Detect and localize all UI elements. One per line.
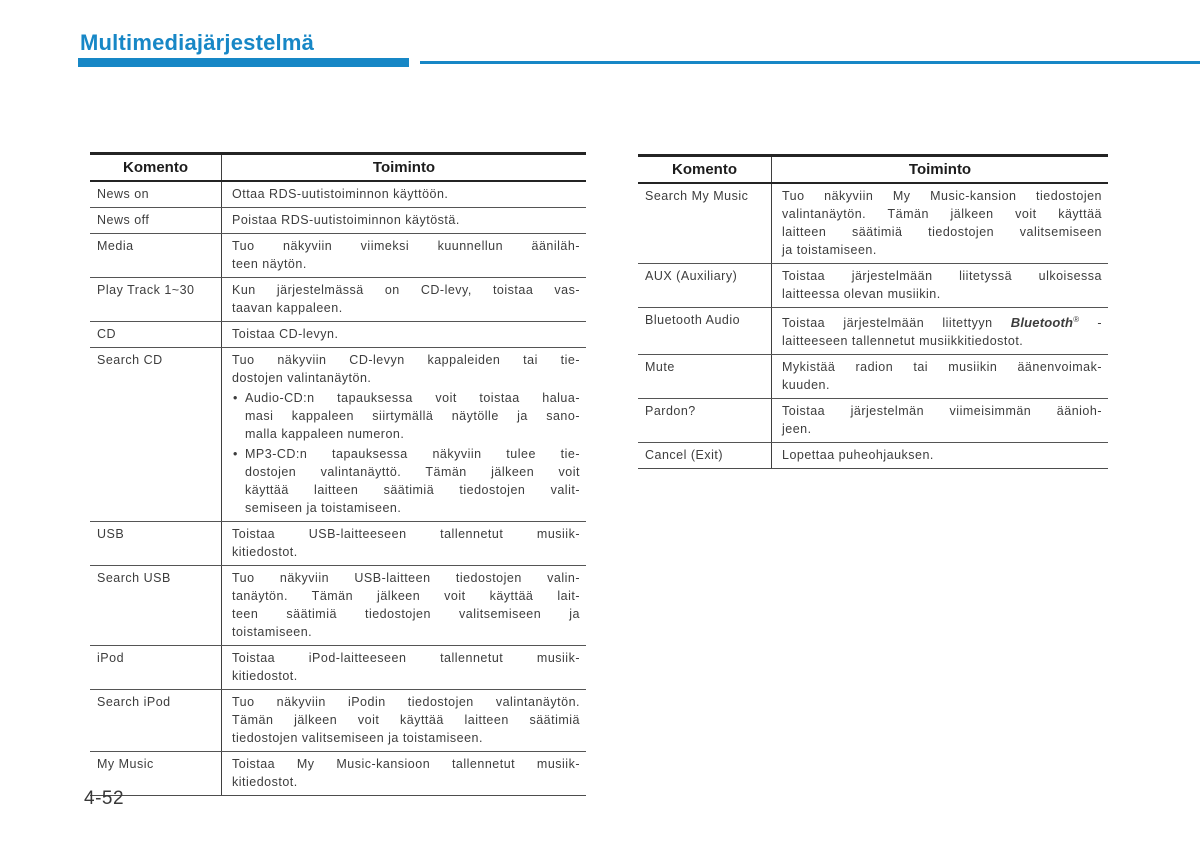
table-row — [90, 521, 586, 565]
text-line: Audio-CD:n tapauksessa voit toistaa halua- — [245, 391, 580, 405]
paragraph — [782, 358, 1102, 394]
text-line: semiseen ja toistamiseen. — [245, 501, 402, 515]
text-line: Tuo näkyviin USB-laitteen tiedostojen valin- — [232, 571, 580, 585]
column-header-toiminto: Toiminto — [372, 159, 436, 176]
table-header-row — [90, 155, 586, 182]
table-row — [638, 184, 1108, 263]
paragraph — [232, 185, 580, 203]
action-cell — [772, 264, 1108, 307]
action-cell — [222, 690, 586, 751]
action-cell — [222, 278, 586, 321]
text-line: Ottaa RDS-uutistoiminnon käyttöön. — [232, 187, 449, 201]
registered-trademark-symbol: ® — [1073, 315, 1080, 324]
command-cell: Media — [90, 234, 222, 277]
text-line: käyttää laitteen säätimiä tiedostojen valit- — [245, 483, 580, 497]
bullet-icon: • — [233, 391, 238, 405]
action-cell — [222, 566, 586, 645]
text-line: malla kappaleen numeron. — [245, 427, 405, 441]
table-row — [90, 207, 586, 233]
table-row — [90, 233, 586, 277]
action-cell — [222, 752, 586, 795]
paragraph — [232, 525, 580, 561]
text-line: Mykistää radion tai musiikin äänenvoimak- — [782, 360, 1102, 375]
text-line: taavan kappaleen. — [232, 301, 343, 315]
voice-command-table-left — [90, 152, 586, 796]
text-line: Toistaa järjestelmän viimeisimmän äänioh- — [782, 404, 1102, 419]
table-row — [638, 263, 1108, 307]
table-row — [90, 347, 586, 521]
action-cell — [772, 308, 1108, 354]
text-line: Tämän jälkeen voit käyttää laitteen säätimiä — [232, 713, 580, 727]
paragraph — [232, 281, 580, 317]
text-line: Toistaa My Music-kansioon tallennetut musiik- — [232, 757, 580, 771]
text-line: ja toistamiseen. — [782, 243, 877, 257]
page-number: 4-52 — [84, 788, 125, 809]
paragraph — [782, 267, 1102, 303]
page-title: Multimediajärjestelmä — [80, 30, 315, 55]
title-underline-rule — [420, 61, 1200, 64]
text-line: jeen. — [782, 422, 812, 437]
text-line: Tuo näkyviin iPodin tiedostojen valintanäytön. — [232, 695, 580, 709]
table-row — [638, 354, 1108, 398]
column-header-toiminto: Toiminto — [908, 161, 972, 178]
action-cell — [222, 234, 586, 277]
command-cell: Search iPod — [90, 690, 222, 751]
text-line: Tuo näkyviin CD-levyn kappaleiden tai tie- — [232, 353, 580, 367]
command-cell: Cancel (Exit) — [638, 443, 772, 468]
paragraph — [232, 649, 580, 685]
text-line: kuuden. — [782, 378, 830, 393]
text-line: masi kappaleen siirtymällä näytölle ja sano- — [245, 409, 580, 423]
paragraph — [232, 693, 580, 747]
table-row — [638, 442, 1108, 468]
paragraph — [232, 755, 580, 791]
text-line: Poistaa RDS-uutistoiminnon käytöstä. — [232, 213, 460, 227]
text-line: laitteeseen tallennetut musiikkitiedostot. — [782, 334, 1024, 349]
paragraph — [232, 569, 580, 641]
paragraph — [232, 351, 580, 387]
voice-command-table-right — [638, 154, 1108, 469]
text-line: tanäytön. Tämän jälkeen voit käyttää lait- — [232, 589, 580, 603]
text-line: Tuo näkyviin viimeksi kuunnellun ääniläh- — [232, 239, 580, 253]
text-line: kitiedostot. — [232, 775, 298, 789]
text-line: Toistaa iPod-laitteeseen tallennetut musiik- — [232, 651, 580, 665]
text-line: Tuo näkyviin My Music-kansion tiedostojen — [782, 189, 1102, 203]
paragraph — [782, 446, 1102, 464]
text-line: Toistaa CD-levyn. — [232, 327, 339, 341]
text-line: kitiedostot. — [232, 545, 298, 559]
text-line: laitteessa olevan musiikin. — [782, 287, 941, 301]
column-header-komento: Komento — [638, 157, 772, 182]
title-underline-bar — [78, 58, 409, 67]
action-cell — [772, 399, 1108, 442]
table-row — [90, 689, 586, 751]
action-cell — [222, 322, 586, 347]
action-cell — [222, 646, 586, 689]
action-cell — [772, 355, 1108, 398]
table-body — [638, 184, 1108, 468]
table-row — [90, 565, 586, 645]
paragraph — [782, 311, 1102, 350]
text-line: kitiedostot. — [232, 669, 298, 683]
command-cell: CD — [90, 322, 222, 347]
table-row — [90, 751, 586, 795]
command-cell: News on — [90, 182, 222, 207]
table-row — [90, 182, 586, 207]
text-line: Lopettaa puheohjauksen. — [782, 448, 934, 463]
table-row — [90, 645, 586, 689]
table-body — [90, 182, 586, 795]
paragraph — [782, 187, 1102, 259]
text-line: teen näytön. — [232, 257, 307, 271]
table-row — [638, 398, 1108, 442]
table-row — [90, 277, 586, 321]
command-cell: USB — [90, 522, 222, 565]
bullet-paragraph — [232, 389, 580, 443]
table-row — [90, 321, 586, 347]
command-cell: My Music — [90, 752, 222, 795]
text-line: dostojen valintanäytön. — [232, 371, 372, 385]
text-line: Toistaa järjestelmään liitettyyn Bluetooth® - — [782, 315, 1102, 331]
action-cell — [222, 182, 586, 207]
command-cell: iPod — [90, 646, 222, 689]
command-cell: Play Track 1~30 — [90, 278, 222, 321]
command-cell: Search My Music — [638, 184, 772, 263]
paragraph — [232, 237, 580, 273]
action-cell — [772, 184, 1108, 263]
text-line: Toistaa USB-laitteeseen tallennetut musiik- — [232, 527, 580, 541]
text-line: toistamiseen. — [232, 625, 313, 639]
command-cell: Search CD — [90, 348, 222, 521]
text-line: MP3-CD:n tapauksessa näkyviin tulee tie- — [245, 447, 580, 461]
command-cell: Search USB — [90, 566, 222, 645]
action-cell — [222, 208, 586, 233]
action-cell — [222, 348, 586, 521]
text-line: valintanäytön. Tämän jälkeen voit käyttää — [782, 207, 1102, 221]
command-cell: News off — [90, 208, 222, 233]
text-line: laitteen säätimiä tiedostojen valitsemiseen — [782, 225, 1102, 239]
paragraph — [782, 402, 1102, 438]
text-line: Toistaa järjestelmään liitetyssä ulkoisessa — [782, 269, 1102, 283]
column-header-komento: Komento — [90, 155, 222, 180]
text-line: tiedostojen valitsemiseen ja toistamiseen. — [232, 731, 483, 745]
text-line: dostojen valintanäyttö. Tämän jälkeen voit — [245, 465, 580, 479]
bullet-paragraph — [232, 445, 580, 517]
command-cell: Pardon? — [638, 399, 772, 442]
text-line: Kun järjestelmässä on CD-levy, toistaa vas- — [232, 283, 580, 297]
paragraph — [232, 211, 580, 229]
table-header-row — [638, 157, 1108, 184]
bluetooth-wordmark: Bluetooth — [1010, 315, 1074, 331]
action-cell — [222, 522, 586, 565]
paragraph — [232, 325, 580, 343]
command-cell: Bluetooth Audio — [638, 308, 772, 354]
text-line: teen säätimiä tiedostojen valitsemiseen ja — [232, 607, 580, 621]
action-cell — [772, 443, 1108, 468]
command-cell: AUX (Auxiliary) — [638, 264, 772, 307]
bullet-icon: • — [233, 447, 238, 461]
command-cell: Mute — [638, 355, 772, 398]
table-row — [638, 307, 1108, 354]
